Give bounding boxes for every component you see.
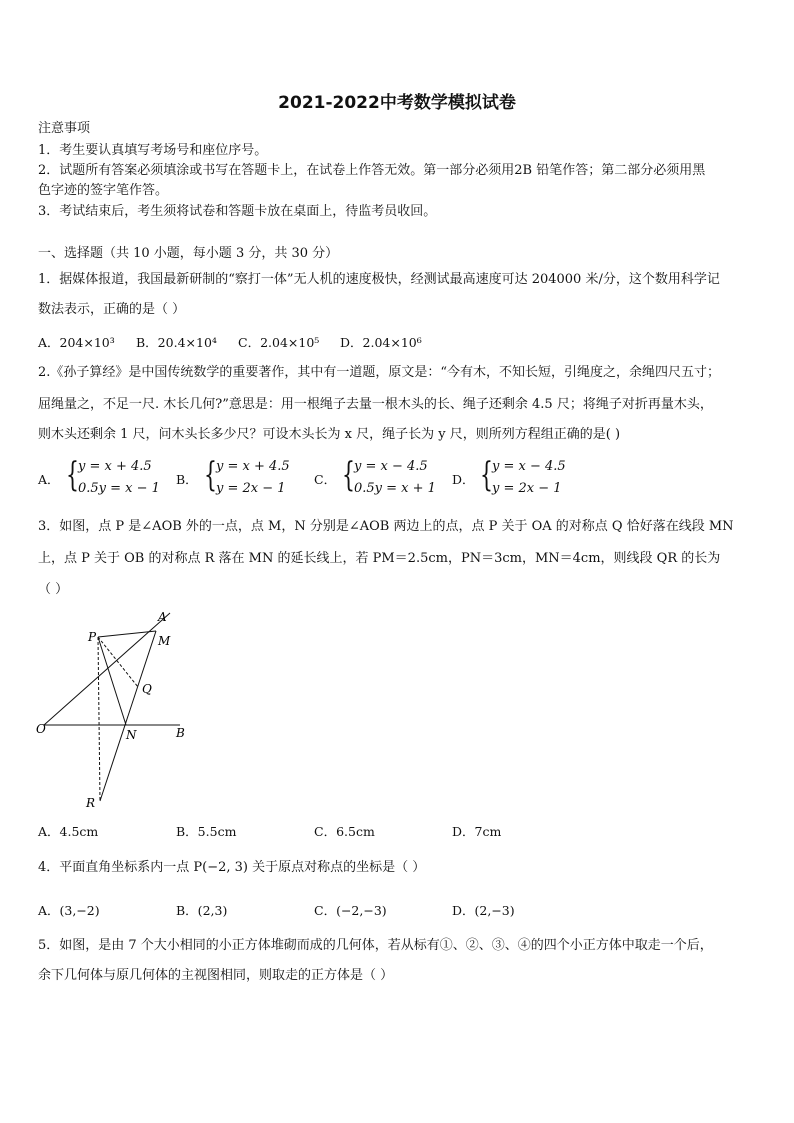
q4-option-a: A．(3,−2) bbox=[38, 903, 100, 918]
q2-option-b-eq1: y = x + 4.5 bbox=[216, 459, 290, 474]
segment-pq-dashed bbox=[98, 637, 138, 687]
label-m: M bbox=[158, 634, 171, 648]
q4-text: 4．平面直角坐标系内一点 P(−2, 3) 关于原点对称点的坐标是（ ） bbox=[38, 860, 426, 875]
brace-icon: { bbox=[204, 455, 217, 495]
segment-pm bbox=[98, 631, 156, 637]
notice-item-3: 3．考试结束后，考生须将试卷和答题卡放在桌面上，待监考员收回。 bbox=[38, 204, 437, 219]
label-n: N bbox=[126, 728, 137, 742]
label-q: Q bbox=[142, 682, 152, 696]
q2-option-b-label: B． bbox=[176, 472, 198, 487]
q1-option-a: A．204×10³ bbox=[38, 335, 115, 350]
q3-text-line2: 上，点 P 关于 OB 的对称点 R 落在 MN 的延长线上，若 PM＝2.5cm，PN＝3cm，MN＝4cm，则线段 QR 的长为 bbox=[38, 551, 721, 566]
q1-option-c: C．2.04×10⁵ bbox=[238, 335, 320, 350]
label-b: B bbox=[176, 726, 185, 740]
q2-text-line2: 屈绳量之，不足一尺. 木长几何?”意思是：用一根绳子去量一根木头的长、绳子还剩余 4.5 尺；将绳子对折再量木头， bbox=[38, 397, 713, 412]
q3-figure bbox=[30, 605, 210, 815]
q3-option-c: C．6.5cm bbox=[314, 824, 375, 839]
q1-option-b: B．20.4×10⁴ bbox=[136, 335, 217, 350]
notice-item-2-cont: 色字迹的签字笔作答。 bbox=[38, 183, 169, 198]
q3-text-line1: 3．如图，点 P 是∠AOB 外的一点，点 M，N 分别是∠AOB 两边上的点，点 P 关于 OA 的对称点 Q 恰好落在线段 MN bbox=[38, 519, 734, 534]
label-r: R bbox=[86, 796, 96, 810]
q5-text-line1: 5．如图，是由 7 个大小相同的小正方体堆砌而成的几何体，若从标有①、②、③、④的四个小正方体中取走一个后， bbox=[38, 938, 713, 953]
q1-option-d: D．2.04×10⁶ bbox=[340, 335, 422, 350]
q3-option-d: D．7cm bbox=[452, 824, 502, 839]
q2-option-a-eq1: y = x + 4.5 bbox=[78, 459, 152, 474]
q5-text-line2: 余下几何体与原几何体的主视图相同，则取走的正方体是（ ） bbox=[38, 968, 394, 983]
page-title: 2021-2022中考数学模拟试卷 bbox=[278, 93, 516, 113]
q3-text-line3: （ ） bbox=[38, 582, 69, 597]
section-heading: 一、选择题（共 10 小题，每小题 3 分，共 30 分） bbox=[38, 246, 339, 261]
q2-text-line3: 则木头还剩余 1 尺，问木头长多少尺？可设木头长为 x 尺，绳子长为 y 尺，则所列方程组正确的是( ) bbox=[38, 427, 621, 442]
label-a: A bbox=[158, 610, 167, 624]
segment-pr-dashed bbox=[98, 637, 100, 801]
label-p: P bbox=[88, 630, 97, 644]
q2-option-c-eq2: 0.5y = x + 1 bbox=[354, 481, 436, 496]
ray-oa bbox=[44, 613, 170, 725]
brace-icon: { bbox=[342, 455, 355, 495]
q2-option-b-eq2: y = 2x − 1 bbox=[216, 481, 286, 496]
q3-option-b: B．5.5cm bbox=[176, 824, 237, 839]
q2-option-c-eq1: y = x − 4.5 bbox=[354, 459, 428, 474]
q2-option-a-label: A． bbox=[38, 472, 60, 487]
notice-item-2: 2．试题所有答案必须填涂或书写在答题卡上，在试卷上作答无效。第一部分必须用2B 铅笔作答；第二部分必须用黑 bbox=[38, 163, 706, 178]
q3-option-a: A．4.5cm bbox=[38, 824, 99, 839]
q2-option-d-label: D． bbox=[452, 472, 475, 487]
q4-option-c: C．(−2,−3) bbox=[314, 903, 387, 918]
segment-mr bbox=[100, 631, 156, 801]
brace-icon: { bbox=[480, 455, 493, 495]
q2-option-a-eq2: 0.5y = x − 1 bbox=[78, 481, 160, 496]
q2-text-line1: 2.《孙子算经》是中国传统数学的重要著作，其中有一道题，原文是：“今有木，不知长短，引绳度之，余绳四尺五寸； bbox=[38, 365, 721, 380]
brace-icon: { bbox=[66, 455, 79, 495]
label-o: O bbox=[36, 722, 46, 736]
q4-option-d: D．(2,−3) bbox=[452, 903, 515, 918]
q1-text-line1: 1．据媒体报道，我国最新研制的“察打一体”无人机的速度极快，经测试最高速度可达 204000 米/分，这个数用科学记 bbox=[38, 272, 720, 287]
q1-text-line2: 数法表示，正确的是（ ） bbox=[38, 302, 186, 317]
q4-option-b: B．(2,3) bbox=[176, 903, 228, 918]
notice-item-1: 1．考生要认真填写考场号和座位序号。 bbox=[38, 143, 268, 158]
q2-option-d-eq2: y = 2x − 1 bbox=[492, 481, 562, 496]
q2-option-c-label: C． bbox=[314, 472, 337, 487]
notice-heading: 注意事项 bbox=[38, 121, 91, 136]
segment-pn bbox=[98, 637, 126, 725]
q2-option-d-eq1: y = x − 4.5 bbox=[492, 459, 566, 474]
